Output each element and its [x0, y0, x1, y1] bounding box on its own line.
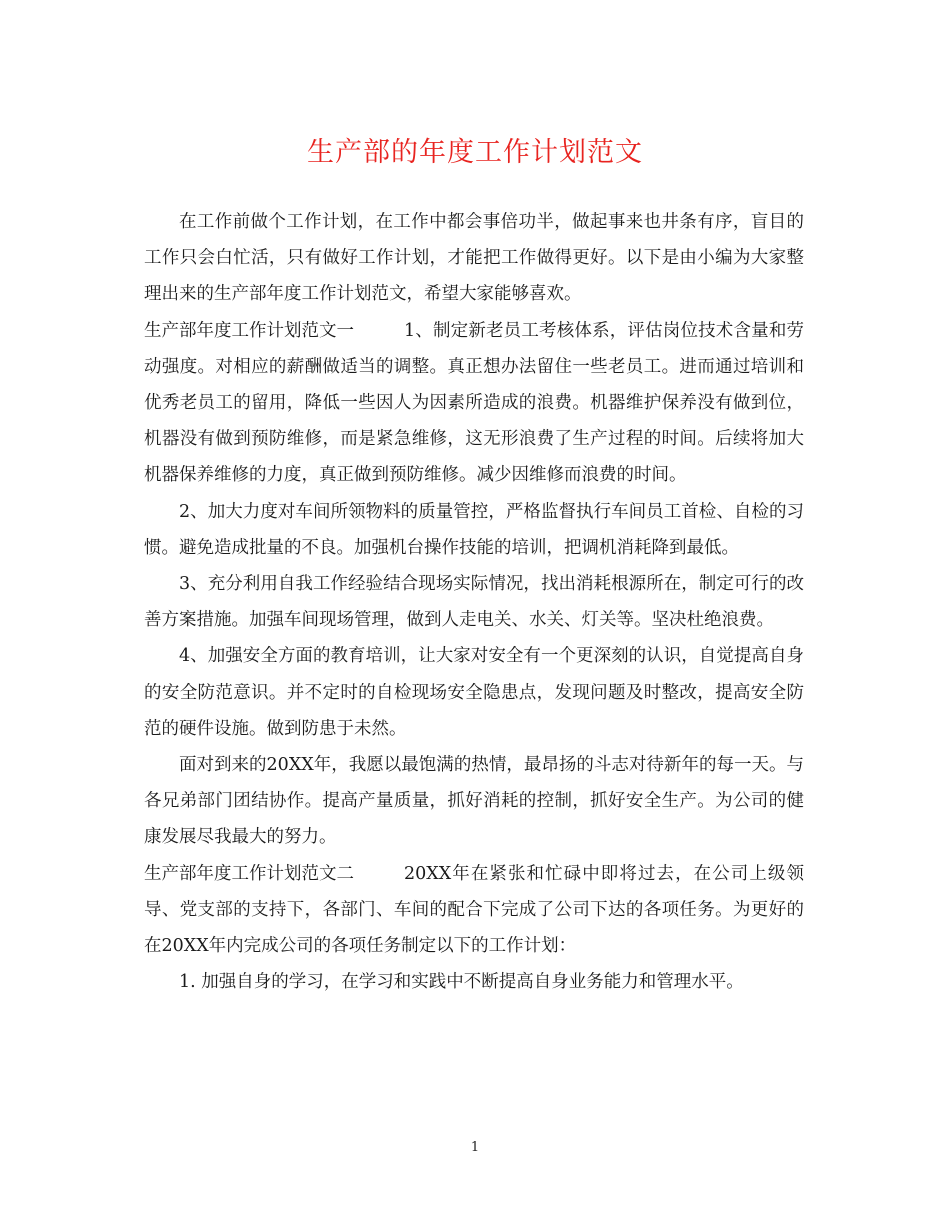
section-one-paragraph: [144, 313, 804, 494]
document-body: [144, 204, 804, 1000]
section-heading: 生产部年度工作计划范文二: [144, 863, 354, 884]
intro-paragraph: 在工作前做个工作计划，在工作中都会事倍功半，做起事来也井条有序，盲目的工作只会白忙活，只有做好工作计划，才能把工作做得更好。以下是由小编为大家整理出来的生产部年度工作计划范文，希望大家能够喜欢。: [144, 212, 804, 305]
closing-paragraph: 面对到来的20XX年，我愿以最饱满的热情，最昂扬的斗志对待新年的每一天。与各兄弟部门团结协作。提高产量质量，抓好消耗的控制，抓好安全生产。为公司的健康发展尽我最大的努力。: [144, 755, 804, 848]
item-4-paragraph: 4、加强安全方面的教育培训，让大家对安全有一个更深刻的认识，自觉提高自身的安全防范意识。并不定时的自检现场安全隐患点，发现问题及时整改，提高安全防范的硬件设施。做到防患于未然。: [144, 646, 804, 739]
plan-item-1-paragraph: 1. 加强自身的学习，在学习和实践中不断提高自身业务能力和管理水平。: [179, 972, 744, 993]
item-2-paragraph: 2、加大力度对车间所领物料的质量管控，严格监督执行车间员工首检、自检的习惯。避免造成批量的不良。加强机台操作技能的培训，把调机消耗降到最低。: [144, 501, 804, 558]
item-3-paragraph: 3、充分利用自我工作经验结合现场实际情况，找出消耗根源所在，制定可行的改善方案措施。加强车间现场管理，做到人走电关、水关、灯关等。坚决杜绝浪费。: [144, 574, 804, 631]
paragraph-text: 1、制定新老员工考核体系，评估岗位技术含量和劳动强度。对相应的薪酬做适当的调整。真正想办法留住一些老员工。进而通过培训和优秀老员工的留用，降低一些因人为因素所造成的浪费。机器维护保养没有做到位，机器没有做到预防维修，而是紧急维修，这无形浪费了生产过程的时间。后续将加大机器保养维修的力度，真正做到预防维修。减少因维修而浪费的时间。: [144, 320, 804, 486]
document-title: 生产部的年度工作计划范文: [307, 137, 643, 168]
paragraph-text: 20XX年在紧张和忙碌中即将过去，在公司上级领导、党支部的支持下，各部门、车间的配合下完成了公司下达的各项任务。为更好的在20XX年内完成公司的各项任务制定以下的工作计划：: [144, 863, 804, 957]
section-heading: 生产部年度工作计划范文一: [144, 320, 354, 341]
page-number: 1: [470, 1140, 480, 1155]
section-two-paragraph: [144, 856, 804, 965]
